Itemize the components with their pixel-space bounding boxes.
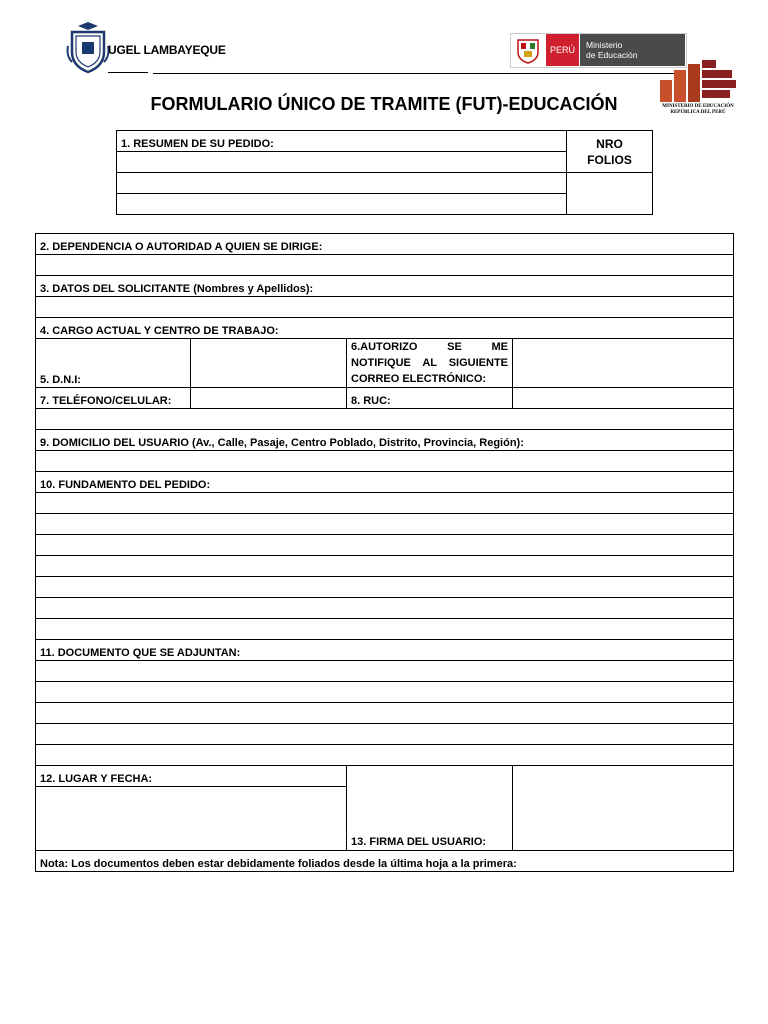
folios-line-1: NRO: [596, 136, 623, 151]
documentos-label: 11. DOCUMENTO QUE SE ADJUNTAN:: [36, 640, 734, 661]
minedu-caption-line-1: MINISTERIO DE EDUCACIÓN: [662, 104, 734, 109]
summary-label: 1. RESUMEN DE SU PEDIDO:: [117, 131, 567, 152]
folios-field[interactable]: [567, 173, 653, 215]
fundamento-line[interactable]: [36, 619, 734, 640]
cargo-label: 4. CARGO ACTUAL Y CENTRO DE TRABAJO:: [36, 318, 734, 339]
dependencia-field[interactable]: [36, 255, 734, 276]
firma-label: 13. FIRMA DEL USUARIO:: [347, 766, 513, 851]
documentos-line[interactable]: [36, 703, 734, 724]
minedu-caption-line-2: REPÚBLICA DEL PERÚ: [670, 110, 726, 115]
fundamento-line[interactable]: [36, 493, 734, 514]
documentos-line[interactable]: [36, 682, 734, 703]
fundamento-line[interactable]: [36, 556, 734, 577]
header-rule-short: [108, 72, 148, 73]
blank-row: [36, 409, 734, 430]
ugel-crest-logo: [66, 22, 110, 74]
telefono-field[interactable]: [191, 388, 347, 409]
folios-label: [567, 131, 653, 173]
fundamento-line[interactable]: [36, 598, 734, 619]
autorizo-line-1: 6.AUTORIZO SE ME: [351, 341, 508, 353]
lugar-fecha-field[interactable]: [36, 787, 347, 851]
documentos-line[interactable]: [36, 745, 734, 766]
request-form-table: [35, 233, 734, 872]
ruc-label: 8. RUC:: [347, 388, 513, 409]
nota-text: Nota: Los documentos deben estar debidamente foliados desde la última hoja a la primera:: [36, 851, 734, 872]
form-title: FORMULARIO ÚNICO DE TRAMITE (FUT)-EDUCACIÓN: [150, 94, 618, 114]
dni-field[interactable]: [191, 339, 347, 388]
documentos-line[interactable]: [36, 661, 734, 682]
domicilio-label: 9. DOMICILIO DEL USUARIO (Av., Calle, Pasaje, Centro Poblado, Distrito, Provincia, Región):: [36, 430, 734, 451]
autorizo-line-3: CORREO ELECTRÓNICO:: [351, 373, 487, 385]
email-field[interactable]: [513, 339, 734, 388]
fundamento-line[interactable]: [36, 535, 734, 556]
firma-field[interactable]: [513, 766, 734, 851]
summary-line[interactable]: [117, 194, 567, 215]
ministry-line-2: de Educación: [586, 50, 638, 60]
dni-label: 5. D.N.I:: [36, 339, 191, 388]
lugar-fecha-label: 12. LUGAR Y FECHA:: [36, 766, 347, 787]
fundamento-label: 10. FUNDAMENTO DEL PEDIDO:: [36, 472, 734, 493]
ruc-field[interactable]: [513, 388, 734, 409]
domicilio-field[interactable]: [36, 451, 734, 472]
documentos-line[interactable]: [36, 724, 734, 745]
ugel-name: UGEL LAMBAYEQUE: [108, 43, 226, 57]
solicitante-label: 3. DATOS DEL SOLICITANTE (Nombres y Apellidos):: [36, 276, 734, 297]
autorizo-line-2: NOTIFIQUE AL SIGUIENTE: [351, 357, 508, 369]
summary-line[interactable]: [117, 152, 567, 173]
autorizo-label: [347, 339, 513, 388]
peru-label: PERÚ: [546, 34, 579, 66]
summary-table: [116, 130, 653, 215]
fundamento-line[interactable]: [36, 514, 734, 535]
solicitante-field[interactable]: [36, 297, 734, 318]
telefono-label: 7. TELÉFONO/CELULAR:: [36, 388, 191, 409]
summary-line[interactable]: [117, 173, 567, 194]
fundamento-line[interactable]: [36, 577, 734, 598]
ministry-line-1: Ministerio: [586, 40, 623, 50]
folios-line-2: FOLIOS: [587, 152, 632, 167]
header-rule: [153, 73, 683, 74]
peru-shield-icon: [514, 36, 542, 64]
dependencia-label: 2. DEPENDENCIA O AUTORIDAD A QUIEN SE DIRIGE:: [36, 234, 734, 255]
